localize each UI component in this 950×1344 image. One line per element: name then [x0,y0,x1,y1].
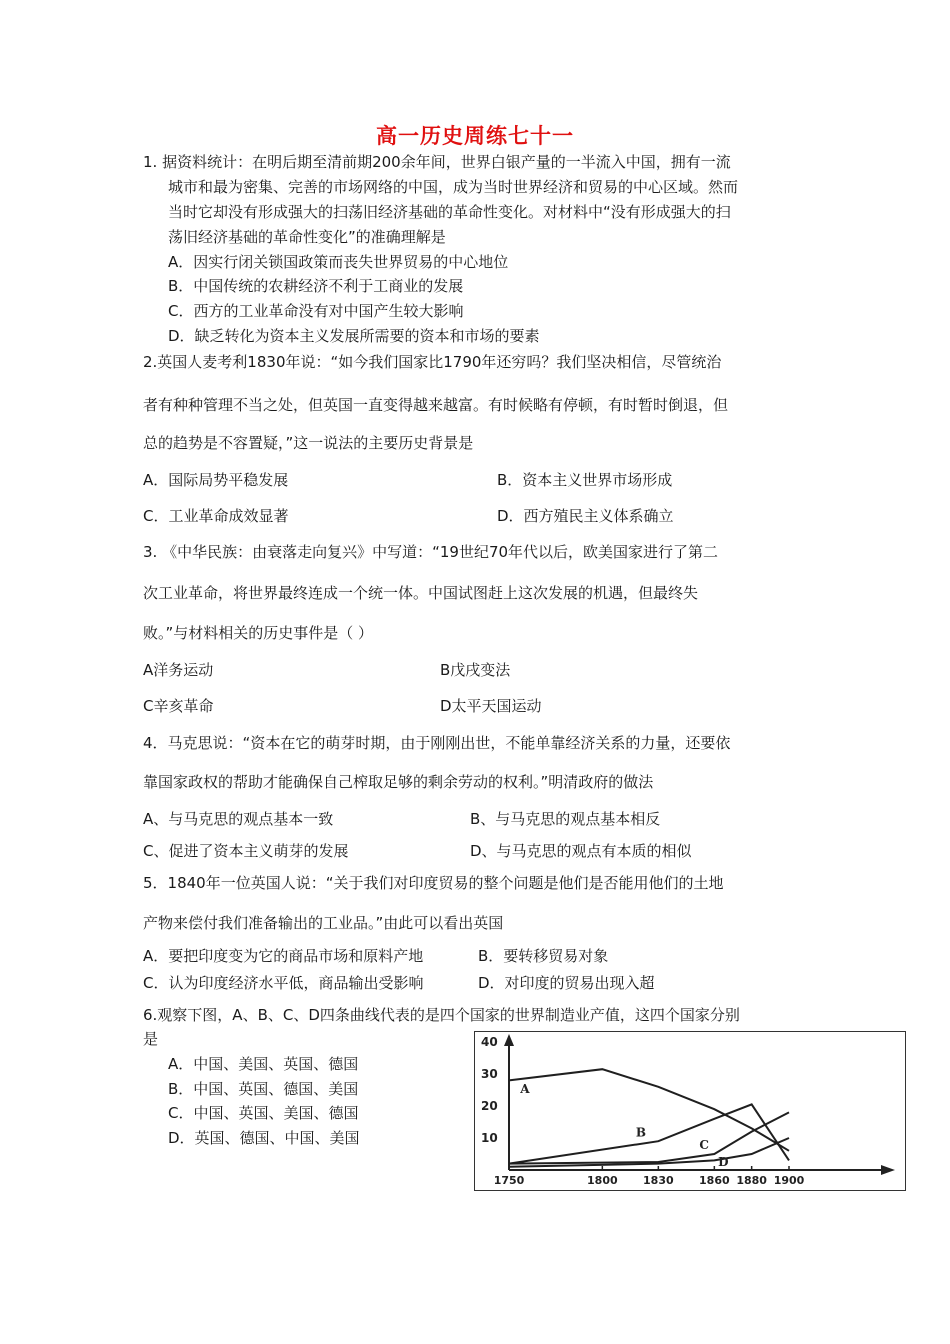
question-6-option-d: D．英国、德国、中国、美国 [168,1129,360,1147]
question-3-option-d: D太平天国运动 [440,697,542,715]
chart-svg [475,1032,905,1190]
question-6-line: 6.观察下图，A、B、C、D四条曲线代表的是四个国家的世界制造业产值，这四个国家分别 [143,1006,740,1024]
question-3-line: 3. 《中华民族：由衰落走向复兴》中写道：“19世纪70年代以后，欧美国家进行了第二 [143,543,719,561]
question-2-line: 者有种种管理不当之处，但英国一直变得越来越富。有时候略有停顿，有时暂时倒退，但 [143,396,729,414]
question-4-option-b: B、与马克思的观点基本相反 [470,810,661,828]
question-2-option-c: C．工业革命成效显著 [143,507,289,525]
series-label-a: A [520,1082,530,1097]
question-2-option-d: D．西方殖民主义体系确立 [497,507,674,525]
x-tick-label: 1900 [773,1174,805,1187]
y-tick-label: 10 [481,1131,498,1145]
y-tick-label: 30 [481,1067,498,1081]
question-4-line: 4．马克思说：“资本在它的萌芽时期，由于刚刚出世，不能单靠经济关系的力量，还要依 [143,734,731,752]
question-2-line: 2.英国人麦考利1830年说：“如今我们国家比1790年还穷吗？我们坚决相信，尽管统治 [143,353,722,371]
series-line-a [509,1069,789,1151]
question-1-line: 当时它却没有形成强大的扫荡旧经济基础的革命性变化。对材料中“没有形成强大的扫 [168,203,731,221]
question-1-line: 荡旧经济基础的革命性变化”的准确理解是 [168,228,446,246]
question-4-option-a: A、与马克思的观点基本一致 [143,810,334,828]
question-1-option-c: C．西方的工业革命没有对中国产生较大影响 [168,302,464,320]
x-tick-label: 1880 [736,1174,767,1187]
series-label-c: C [699,1138,709,1153]
manufacturing-output-chart [474,1031,906,1191]
question-4-line: 靠国家政权的帮助才能确保自己榨取足够的剩余劳动的权利。”明清政府的做法 [143,773,654,791]
series-label-d: D [718,1155,729,1170]
question-1-option-a: A．因实行闭关锁国政策而丧失世界贸易的中心地位 [168,253,509,271]
question-5-option-d: D．对印度的贸易出现入超 [478,974,655,992]
x-tick-label: 1830 [643,1174,674,1187]
question-2-option-a: A．国际局势平稳发展 [143,471,289,489]
question-6-option-b: B．中国、英国、德国、美国 [168,1080,359,1098]
question-3-option-a: A洋务运动 [143,661,214,679]
question-1-line: 1. 据资料统计：在明后期至清前期200余年间，世界白银产量的一半流入中国，拥有一流 [143,153,731,171]
page-title: 高一历史周练七十一 [376,124,574,148]
question-6-line: 是 [143,1030,159,1048]
question-1-option-d: D．缺乏转化为资本主义发展所需要的资本和市场的要素 [168,327,540,345]
question-6-option-a: A．中国、美国、英国、德国 [168,1055,359,1073]
question-3-option-b: B戊戌变法 [440,661,511,679]
question-4-option-c: C、促进了资本主义萌芽的发展 [143,842,349,860]
x-tick-label: 1750 [493,1174,525,1187]
series-line-c [509,1112,789,1163]
question-1-line: 城市和最为密集、完善的市场网络的中国，成为当时世界经济和贸易的中心区域。然而 [168,178,739,196]
question-2-line: 总的趋势是不容置疑，”这一说法的主要历史背景是 [143,434,474,452]
series-label-b: B [635,1125,647,1140]
y-tick-label: 20 [481,1099,498,1113]
question-5-line: 5．1840年一位英国人说：“关于我们对印度贸易的整个问题是他们是否能用他们的土地 [143,874,724,892]
question-3-line: 次工业革命，将世界最终连成一个统一体。中国试图赶上这次发展的机遇，但最终失 [143,584,699,602]
question-5-line: 产物来偿付我们准备输出的工业品。”由此可以看出英国 [143,914,504,932]
question-5-option-c: C．认为印度经济水平低，商品输出受影响 [143,974,424,992]
question-5-option-b: B．要转移贸易对象 [478,947,609,965]
question-6-option-c: C．中国、英国、美国、德国 [168,1104,359,1122]
x-axis-arrow [881,1165,895,1175]
x-tick-label: 1800 [587,1174,618,1187]
question-2-option-b: B．资本主义世界市场形成 [497,471,673,489]
y-tick-label: 40 [481,1035,498,1049]
question-1-option-b: B．中国传统的农耕经济不利于工商业的发展 [168,277,464,295]
question-3-option-c: C辛亥革命 [143,697,214,715]
question-3-line: 败。”与材料相关的历史事件是（ ） [143,624,374,642]
x-tick-label: 1860 [699,1174,730,1187]
y-axis-arrow [504,1034,514,1046]
question-5-option-a: A．要把印度变为它的商品市场和原料产地 [143,947,424,965]
question-4-option-d: D、与马克思的观点有本质的相似 [470,842,692,860]
